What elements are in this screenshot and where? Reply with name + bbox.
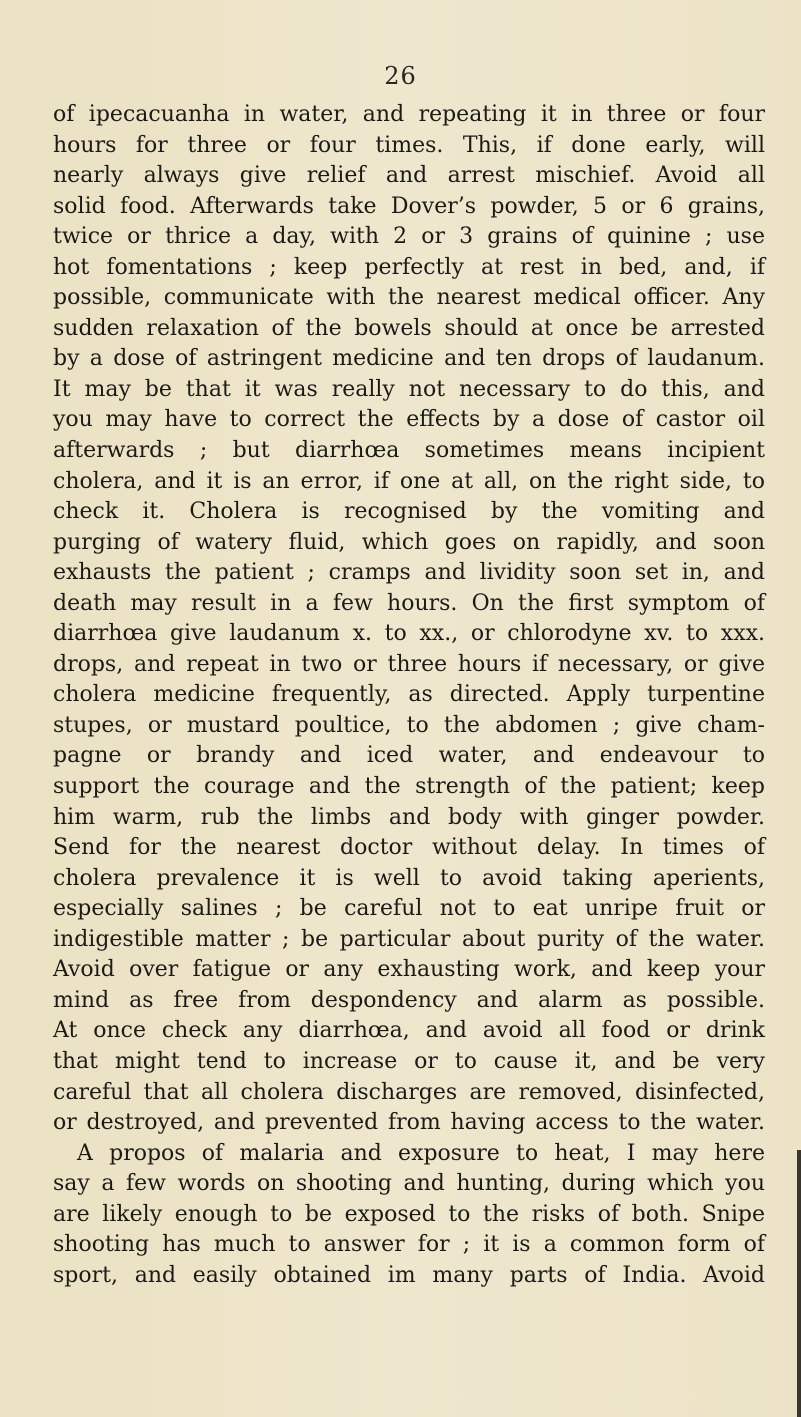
text-line: purging of watery fluid, which goes on rapidly, and soon bbox=[53, 529, 765, 555]
text-line: possible, communicate with the nearest medical officer. Any bbox=[53, 285, 765, 311]
text-line: him warm, rub the limbs and body with ginger powder. bbox=[53, 804, 765, 830]
text-line: shooting has much to answer for ; it is a common form of bbox=[53, 1232, 765, 1258]
text-line: mind as free from despondency and alarm as possible. bbox=[53, 987, 765, 1013]
text-line: indigestible matter ; be particular about purity of the water. bbox=[53, 926, 765, 952]
text-line: cholera, and it is an error, if one at all, on the right side, to bbox=[53, 468, 765, 494]
text-line: Send for the nearest doctor without delay. In times of bbox=[53, 835, 765, 861]
text-line: death may result in a few hours. On the first symptom of bbox=[53, 590, 765, 616]
text-line-paragraph-start: A propos of malaria and exposure to heat, I may here bbox=[77, 1140, 765, 1166]
text-line: of ipecacuanha in water, and repeating it in three or four bbox=[53, 102, 765, 127]
text-line: support the courage and the strength of the patient; keep bbox=[53, 774, 765, 800]
text-line: or destroyed, and prevented from having access to the water. bbox=[53, 1110, 765, 1136]
page-edge-shadow bbox=[797, 1150, 801, 1417]
text-line: cholera medicine frequently, as directed. Apply turpentine bbox=[53, 682, 765, 708]
text-line: afterwards ; but diarrhœa sometimes means incipient bbox=[53, 438, 765, 464]
text-line: cholera prevalence it is well to avoid taking aperients, bbox=[53, 865, 765, 891]
text-line: It may be that it was really not necessary to do this, and bbox=[53, 376, 765, 402]
text-line: careful that all cholera discharges are removed, disinfected, bbox=[53, 1079, 765, 1105]
text-line: hours for three or four times. This, if done early, will bbox=[53, 132, 765, 158]
text-line: exhausts the patient ; cramps and lividity soon set in, and bbox=[53, 560, 765, 586]
text-line: diarrhœa give laudanum x. to xx., or chlorodyne xv. to xxx. bbox=[53, 621, 765, 647]
text-line: drops, and repeat in two or three hours if necessary, or give bbox=[53, 651, 765, 677]
text-line: by a dose of astringent medicine and ten drops of laudanum. bbox=[53, 346, 765, 372]
text-line: nearly always give relief and arrest mischief. Avoid all bbox=[53, 163, 765, 189]
text-line: are likely enough to be exposed to the risks of both. Snipe bbox=[53, 1201, 765, 1227]
text-line: Avoid over fatigue or any exhausting work, and keep your bbox=[53, 957, 765, 983]
text-line: At once check any diarrhœa, and avoid all food or drink bbox=[53, 1018, 765, 1044]
text-line: you may have to correct the effects by a dose of castor oil bbox=[53, 407, 765, 433]
text-line: sudden relaxation of the bowels should at once be arrested bbox=[53, 315, 765, 341]
text-line: pagne or brandy and iced water, and endeavour to bbox=[53, 743, 765, 769]
text-line: sport, and easily obtained im many parts of India. Avoid bbox=[53, 1262, 765, 1288]
page-number: 26 bbox=[384, 62, 417, 90]
text-line: stupes, or mustard poultice, to the abdomen ; give cham- bbox=[53, 712, 765, 738]
text-line: that might tend to increase or to cause it, and be very bbox=[53, 1048, 765, 1074]
text-line: solid food. Afterwards take Dover’s powder, 5 or 6 grains, bbox=[53, 193, 765, 219]
text-line: hot fomentations ; keep perfectly at rest in bed, and, if bbox=[53, 254, 765, 280]
text-line: especially salines ; be careful not to eat unripe fruit or bbox=[53, 896, 765, 922]
text-line: twice or thrice a day, with 2 or 3 grains of quinine ; use bbox=[53, 224, 765, 250]
text-line: check it. Cholera is recognised by the vomiting and bbox=[53, 499, 765, 525]
body-text bbox=[53, 100, 765, 1291]
text-line: say a few words on shooting and hunting, during which you bbox=[53, 1171, 765, 1197]
